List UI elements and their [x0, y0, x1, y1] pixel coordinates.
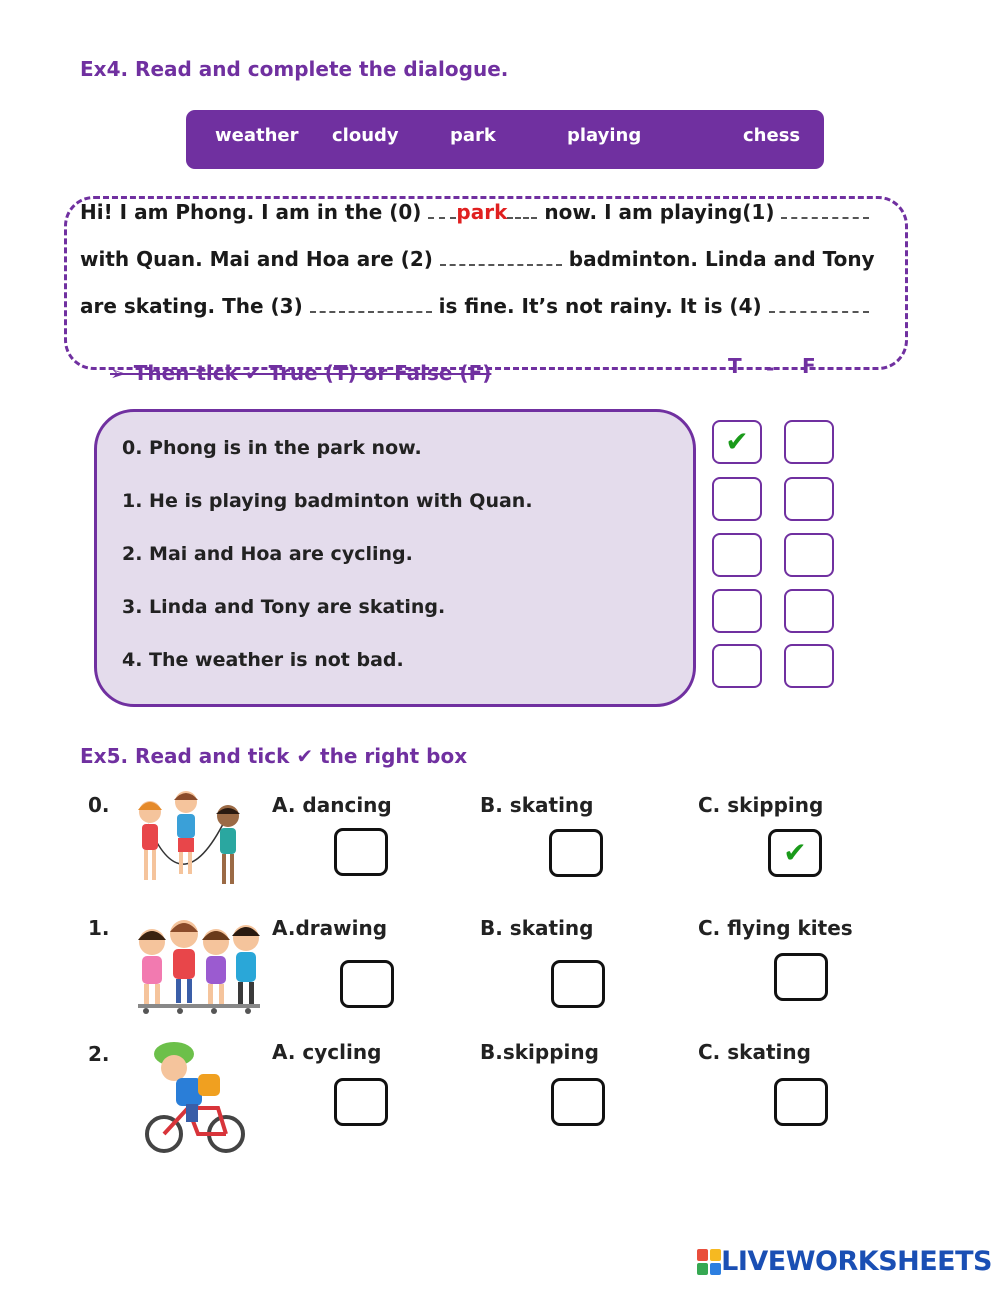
option-label: A. dancing — [272, 793, 392, 817]
dialogue-text: with Quan. Mai and Hoa are (2) — [80, 247, 440, 271]
statement-3: 3. Linda and Tony are skating. — [122, 596, 446, 618]
answer-0: park — [456, 200, 508, 224]
dialogue-line-3 — [80, 294, 869, 318]
false-checkbox[interactable] — [784, 477, 834, 521]
boy-cycling-picture — [140, 1038, 250, 1154]
dialogue-text: is fine. It’s not rainy. It is (4) — [431, 294, 769, 318]
question-number: 0. — [88, 793, 110, 817]
column-t-label: T — [728, 354, 742, 378]
true-checkbox[interactable] — [712, 420, 762, 464]
answer-checkbox[interactable] — [334, 1078, 388, 1126]
dialogue-text: now. I am playing(1) — [537, 200, 782, 224]
option-label: C. flying kites — [698, 916, 853, 940]
answer-checkbox[interactable] — [774, 953, 828, 1001]
blank-4[interactable] — [769, 307, 869, 313]
tick-instruction: ➢ Then tick ✔ True (T) or False (F) — [110, 361, 492, 385]
option-label: A. cycling — [272, 1040, 382, 1064]
answer-checkbox[interactable] — [551, 1078, 605, 1126]
word-bank-item: chess — [743, 125, 801, 146]
statement-1: 1. He is playing badminton with Quan. — [122, 490, 533, 512]
column-separator: - — [766, 356, 775, 380]
blank-3[interactable] — [310, 307, 432, 313]
false-checkbox[interactable] — [784, 533, 834, 577]
blank-decor — [428, 213, 456, 219]
blank-2[interactable] — [440, 260, 562, 266]
liveworksheets-logo — [697, 1246, 992, 1277]
checkmark-icon: ✔ — [783, 836, 807, 869]
word-bank-item: cloudy — [332, 125, 399, 146]
answer-checkbox[interactable] — [768, 829, 822, 877]
dialogue-text: Hi! I am Phong. I am in the (0) — [80, 200, 429, 224]
answer-checkbox[interactable] — [340, 960, 394, 1008]
blank-1[interactable] — [781, 213, 869, 219]
option-label: C. skating — [698, 1040, 811, 1064]
statement-4: 4. The weather is not bad. — [122, 649, 404, 671]
option-label: A.drawing — [272, 916, 388, 940]
dialogue-text: badminton. Linda and Tony — [561, 247, 875, 271]
option-label: B. skating — [480, 793, 594, 817]
children-skipping-picture — [128, 784, 244, 896]
column-f-label: F — [802, 354, 816, 378]
liveworksheets-logo-icon — [697, 1249, 721, 1275]
dialogue-text: are skating. The (3) — [80, 294, 310, 318]
logo-text: LIVEWORKSHEETS — [721, 1246, 992, 1277]
children-skating-picture — [134, 912, 264, 1016]
true-checkbox[interactable] — [712, 644, 762, 688]
statement-2: 2. Mai and Hoa are cycling. — [122, 543, 413, 565]
dialogue-line-2 — [80, 247, 875, 271]
false-checkbox[interactable] — [784, 644, 834, 688]
false-checkbox[interactable] — [784, 589, 834, 633]
statement-0: 0. Phong is in the park now. — [122, 437, 422, 459]
checkmark-icon: ✔ — [725, 425, 749, 458]
word-bank — [186, 110, 824, 169]
word-bank-item: weather — [215, 125, 299, 146]
word-bank-item: playing — [567, 125, 642, 146]
answer-checkbox[interactable] — [774, 1078, 828, 1126]
option-label: B.skipping — [480, 1040, 599, 1064]
ex4-title: Ex4. Read and complete the dialogue. — [80, 57, 509, 81]
answer-checkbox[interactable] — [551, 960, 605, 1008]
answer-checkbox[interactable] — [334, 828, 388, 876]
question-number: 2. — [88, 1042, 110, 1066]
dialogue-line-1 — [80, 200, 869, 224]
true-checkbox[interactable] — [712, 477, 762, 521]
answer-checkbox[interactable] — [549, 829, 603, 877]
question-number: 1. — [88, 916, 110, 940]
false-checkbox[interactable] — [784, 420, 834, 464]
option-label: B. skating — [480, 916, 594, 940]
true-checkbox[interactable] — [712, 533, 762, 577]
ex5-title: Ex5. Read and tick ✔ the right box — [80, 744, 468, 768]
option-label: C. skipping — [698, 793, 824, 817]
true-checkbox[interactable] — [712, 589, 762, 633]
blank-decor — [507, 213, 537, 219]
word-bank-item: park — [450, 125, 496, 146]
